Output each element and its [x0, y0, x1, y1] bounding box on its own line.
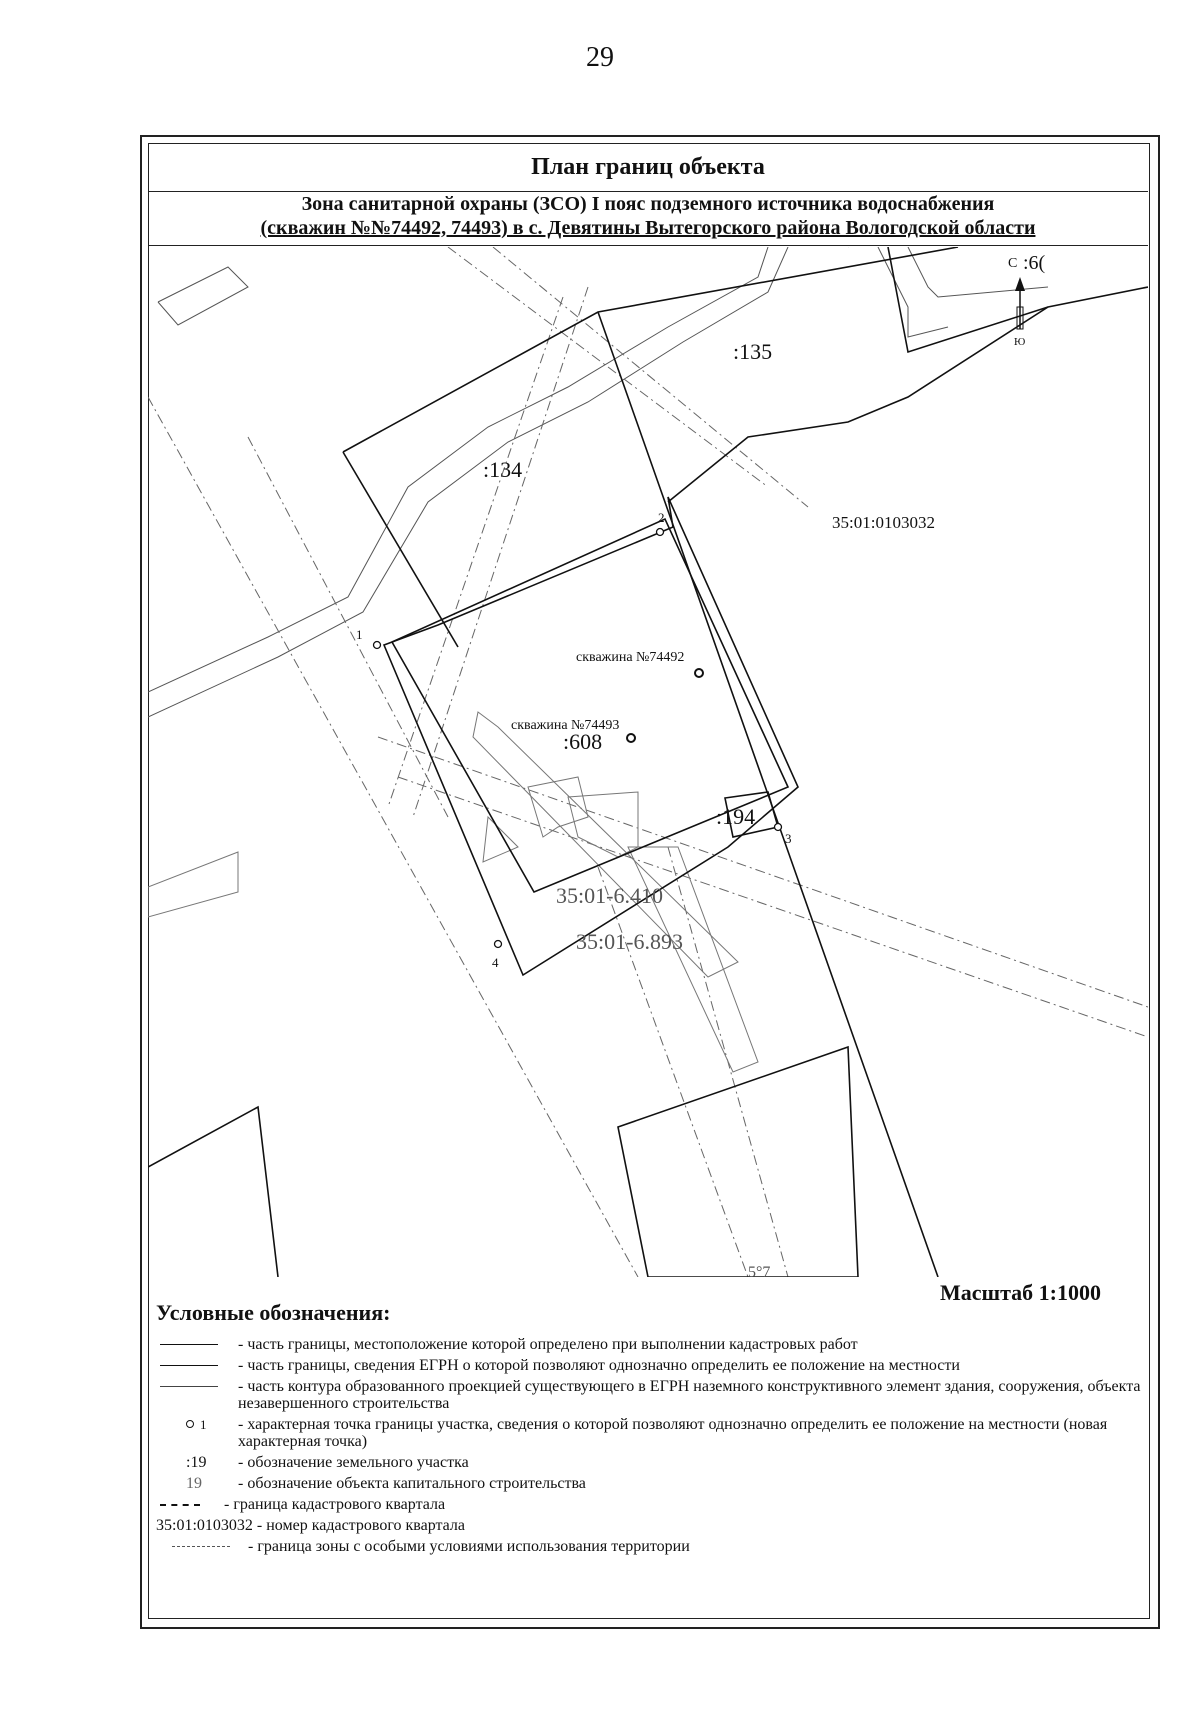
north-label: С: [1008, 256, 1018, 271]
legend-title: Условные обозначения:: [156, 1300, 391, 1325]
legend-text: - граница кадастрового квартала: [224, 1496, 446, 1513]
parcel-label-194: :194: [716, 804, 756, 829]
zone-label-6893: 35:01-6.893: [576, 929, 683, 954]
well-label-74492: скважина №74492: [576, 650, 685, 665]
legend-text: - часть границы, сведения ЕГРН о которой позволяют однозначно определить ее положение на местности: [238, 1357, 960, 1374]
parcel-label-135: :135: [733, 339, 773, 364]
legend-item: [156, 1378, 1146, 1412]
page-number: 29: [586, 42, 614, 73]
point-label-3: 3: [785, 831, 792, 846]
legend-text: - обозначение земельного участка: [238, 1454, 469, 1471]
legend-building-symbol: 19: [186, 1475, 202, 1492]
zone-label-6410: 35:01-6.410: [556, 883, 663, 908]
plan-subtitle: [148, 193, 1148, 246]
legend-symbol-point: [156, 1416, 236, 1433]
legend-item: [156, 1416, 1146, 1450]
road-contours: [148, 247, 1048, 717]
zone-lines: [148, 247, 1148, 1277]
legend-symbol-dashed-line: [156, 1496, 236, 1513]
point-1: [374, 642, 381, 649]
wells: [627, 669, 703, 742]
legend-symbol-dashdot-line: [168, 1538, 248, 1555]
legend-item: [156, 1496, 1146, 1513]
map-area: [148, 247, 1148, 1277]
legend-text: - характерная точка границы участка, сведения о которой позволяют однозначно определить ее положение на местности (новая характерная точка): [238, 1416, 1108, 1450]
legend-parcel-symbol: :19: [186, 1454, 207, 1471]
point-2: [657, 529, 664, 536]
scale-label: Масштаб 1:1000: [940, 1280, 1102, 1305]
legend-text: - часть контура образованного проекцией существующего в ЕГРН наземного конструктивного элемент здания, сооружения, объекта незавершенного строительства: [238, 1378, 1141, 1412]
point-4: [495, 941, 502, 948]
building-contours: [148, 712, 758, 1072]
legend-point-number: 1: [200, 1417, 207, 1432]
edge-fragment-label: :6(: [1023, 252, 1046, 274]
legend-text: - граница зоны с особыми условиями использования территории: [248, 1538, 690, 1555]
south-label: Ю: [1014, 336, 1026, 348]
parcel-boundaries: [148, 247, 1148, 1277]
parcel-label-134: :134: [483, 457, 523, 482]
well-74492: [695, 669, 703, 677]
legend-text: 35:01:0103032 - номер кадастрового квартала: [156, 1517, 465, 1534]
plan-title: План границ объекта: [148, 143, 1148, 192]
cadastral-quarter-label: 35:01:0103032: [832, 513, 935, 532]
legend-item: [156, 1454, 1146, 1471]
legend-item: [156, 1357, 1146, 1374]
legend-symbol-parcel: [156, 1454, 236, 1471]
subtitle-line-2: (скважин №№74492, 74493) в с. Девятины Вытегорского района Вологодской области: [260, 217, 1036, 239]
well-label-74493: скважина №74493: [511, 718, 620, 733]
legend-symbol-thin-line: [156, 1378, 236, 1395]
legend-symbol-solid-line: [156, 1336, 236, 1353]
point-label-1: 1: [356, 627, 363, 642]
legend-item: [156, 1517, 1146, 1534]
legend: [156, 1336, 1146, 1559]
legend-text: - обозначение объекта капитального строительства: [238, 1475, 586, 1492]
legend-text: - часть границы, местоположение которой определено при выполнении кадастровых работ: [238, 1336, 858, 1353]
subtitle-line-1: Зона санитарной охраны (ЗСО) I пояс подземного источника водоснабжения: [301, 193, 995, 215]
cadastral-map: [148, 247, 1148, 1277]
legend-item: [156, 1475, 1146, 1492]
point-label-2: 2: [658, 510, 665, 525]
point-label-4: 4: [492, 955, 499, 970]
bottom-fragment-label: 5°7: [748, 1264, 771, 1277]
parcel-label-608: :608: [563, 729, 603, 754]
legend-item: [156, 1336, 1146, 1353]
well-74493: [627, 734, 635, 742]
legend-symbol-building: [156, 1475, 236, 1492]
point-3: [775, 824, 782, 831]
legend-symbol-solid-line: [156, 1357, 236, 1374]
legend-item: [156, 1538, 1146, 1555]
